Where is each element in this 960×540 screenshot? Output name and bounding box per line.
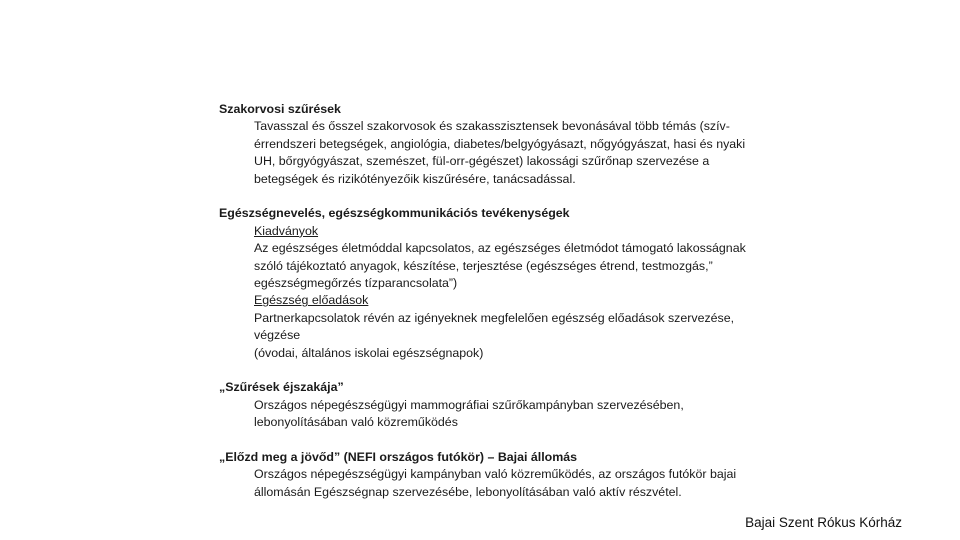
section-body bbox=[219, 223, 759, 362]
section-szuresek-ejszakaja bbox=[219, 379, 759, 431]
section-elozd-meg-a-jovod bbox=[219, 449, 759, 501]
section-body: Tavasszal és ősszel szakorvosok és szakasszisztensek bevonásával több témás (szív-érrendszeri betegségek, angiológia, diabetes/belgyógyásazt, nőgyógyászat, hasi és nyaki UH, bőrgyógyászat, szemészet, fül-orr-gégészet) lakossági szűrőnap szervezése a betegségek és rizikótényezőik kiszűrésére, tanácsadással. bbox=[254, 119, 746, 186]
eloadasok-note: (óvodai, általános iskolai egészségnapok) bbox=[254, 345, 484, 360]
slide-content bbox=[219, 101, 759, 501]
section-title: „Előzd meg a jövőd” (NEFI országos futókör) – Bajai állomás bbox=[219, 450, 578, 465]
footer-organization: Bajai Szent Rókus Kórház bbox=[745, 515, 902, 530]
kiadvanyok-text: Az egészséges életmóddal kapcsolatos, az egészséges életmódot támogató lakosságnak szóló tájékoztató anyagok, készítése, terjesztése (egészséges étrend, testmozgás,” egészségmegőrzés tízparancsolata”) bbox=[254, 241, 746, 291]
section-body: Országos népegészségügyi kampányban való közreműködés, az országos futókör bajai állomásán Egészségnap szervezésébe, lebonyolításában való aktív részvétel. bbox=[254, 467, 737, 499]
section-szakorvosi-szuresek bbox=[219, 101, 759, 188]
eloadasok-text: Partnerkapcsolatok révén az igényeknek megfelelően egészség előadások szervezése, végzése bbox=[254, 310, 735, 343]
section-title: Szakorvosi szűrések bbox=[219, 102, 341, 116]
section-egeszsegneveles bbox=[219, 205, 759, 362]
section-body: Országos népegészségügyi mammográfiai szűrőkampányban szervezésében, lebonyolításában való közreműködés bbox=[254, 397, 684, 430]
section-title: Egészségnevelés, egészségkommunikációs tevékenységek bbox=[219, 206, 570, 221]
eloadasok-subheading: Egészség előadások bbox=[254, 293, 369, 308]
kiadvanyok-subheading: Kiadványok bbox=[254, 223, 319, 238]
section-title: „Szűrések éjszakája” bbox=[219, 380, 344, 395]
